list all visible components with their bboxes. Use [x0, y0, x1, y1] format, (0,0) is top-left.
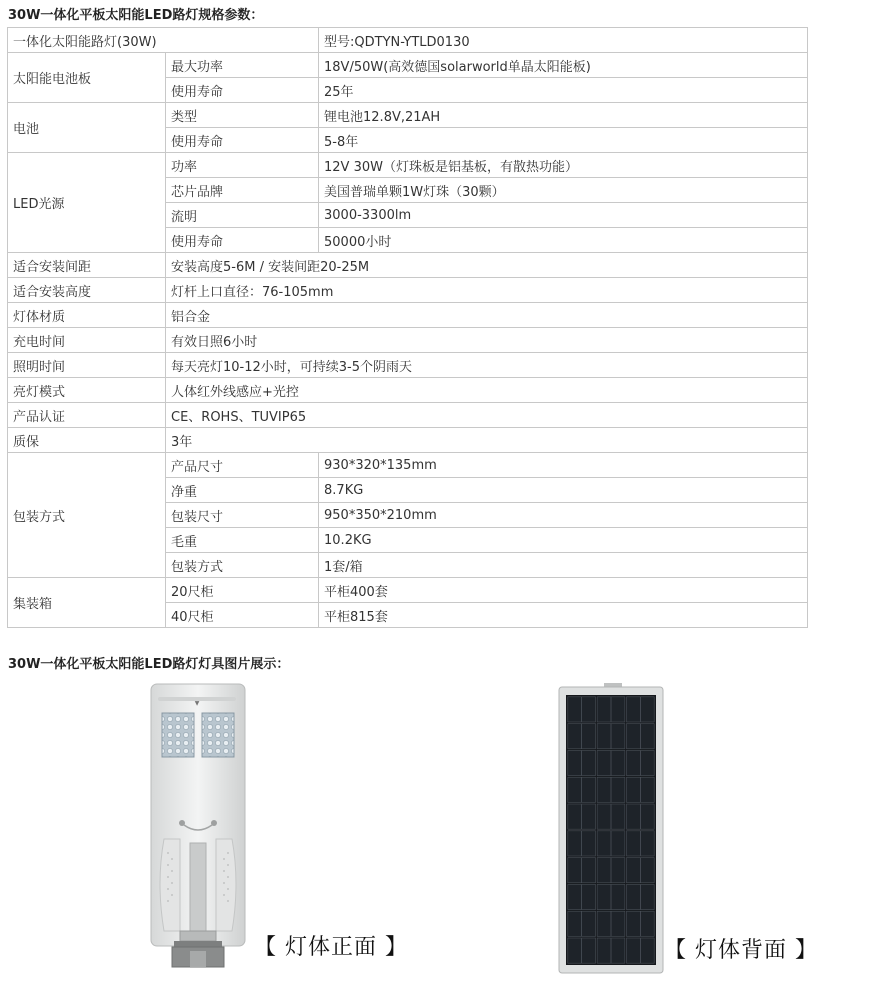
param-value-cell: 有效日照6小时	[166, 328, 808, 353]
param-value-cell: 安装高度5-6M / 安装间距20-25M	[166, 253, 808, 278]
param-name-cell: 亮灯模式	[8, 378, 166, 403]
param-name-cell: 芯片品牌	[166, 178, 319, 203]
param-name-cell: 最大功率	[166, 53, 319, 78]
table-row	[8, 428, 808, 453]
param-value-cell: 18V/50W(高效德国solarworld单晶太阳能板)	[319, 53, 808, 78]
param-value-cell: 10.2KG	[319, 528, 808, 553]
product-name-cell: 一体化太阳能路灯(30W)	[8, 28, 319, 53]
table-row	[8, 53, 808, 78]
param-value-cell: 1套/箱	[319, 553, 808, 578]
param-name-cell: 包装尺寸	[166, 503, 319, 528]
param-value-cell: 25年	[319, 78, 808, 103]
param-name-cell: 灯体材质	[8, 303, 166, 328]
param-value-cell: 铝合金	[166, 303, 808, 328]
param-value-cell: 3000-3300lm	[319, 203, 808, 228]
table-row	[8, 578, 808, 603]
table-row	[8, 303, 808, 328]
param-name-cell: 功率	[166, 153, 319, 178]
param-value-cell: 灯杆上口直径：76-105mm	[166, 278, 808, 303]
param-name-cell: 充电时间	[8, 328, 166, 353]
gallery-heading: 30W一体化平板太阳能LED路灯灯具图片展示：	[8, 657, 290, 672]
param-value-cell: 12V 30W（灯珠板是铝基板，有散热功能）	[319, 153, 808, 178]
param-value-cell: 人体红外线感应+光控	[166, 378, 808, 403]
svg-text:▼: ▼	[194, 700, 200, 707]
table-row	[8, 28, 808, 53]
group-label-cell: 集装箱	[8, 578, 166, 628]
param-value-cell: 平柜815套	[319, 603, 808, 628]
param-value-cell: 每天亮灯10-12小时，可持续3-5个阴雨天	[166, 353, 808, 378]
param-name-cell: 净重	[166, 478, 319, 503]
param-name-cell: 流明	[166, 203, 319, 228]
spec-table	[7, 27, 808, 628]
table-row	[8, 103, 808, 128]
param-name-cell: 包装方式	[166, 553, 319, 578]
group-label-cell: LED光源	[8, 153, 166, 253]
param-name-cell: 使用寿命	[166, 228, 319, 253]
param-value-cell: 950*350*210mm	[319, 503, 808, 528]
param-name-cell: 40尺柜	[166, 603, 319, 628]
param-name-cell: 毛重	[166, 528, 319, 553]
param-value-cell: 5-8年	[319, 128, 808, 153]
param-name-cell: 适合安装高度	[8, 278, 166, 303]
table-row	[8, 453, 808, 478]
table-row	[8, 253, 808, 278]
group-label-cell: 包装方式	[8, 453, 166, 578]
param-value-cell: 锂电池12.8V,21AH	[319, 103, 808, 128]
table-row	[8, 403, 808, 428]
param-value-cell: 930*320*135mm	[319, 453, 808, 478]
table-row	[8, 278, 808, 303]
group-label-cell: 太阳能电池板	[8, 53, 166, 103]
model-cell: 型号:QDTYN-YTLD0130	[319, 28, 808, 53]
param-name-cell: 使用寿命	[166, 128, 319, 153]
spec-heading: 30W一体化平板太阳能LED路灯规格参数：	[8, 8, 264, 23]
param-name-cell: 产品尺寸	[166, 453, 319, 478]
table-row	[8, 353, 808, 378]
front-caption: 【 灯体正面 】	[254, 935, 408, 960]
lamp-front-image	[150, 683, 250, 973]
param-value-cell: 平柜400套	[319, 578, 808, 603]
table-row	[8, 153, 808, 178]
param-value-cell: 美国普瑞单颗1W灯珠（30颗）	[319, 178, 808, 203]
group-label-cell: 电池	[8, 103, 166, 153]
table-row	[8, 378, 808, 403]
param-value-cell: 50000小时	[319, 228, 808, 253]
param-name-cell: 20尺柜	[166, 578, 319, 603]
param-name-cell: 质保	[8, 428, 166, 453]
table-row	[8, 328, 808, 353]
param-value-cell: CE、ROHS、TUVIP65	[166, 403, 808, 428]
param-name-cell: 类型	[166, 103, 319, 128]
param-name-cell: 照明时间	[8, 353, 166, 378]
param-name-cell: 适合安装间距	[8, 253, 166, 278]
param-value-cell: 8.7KG	[319, 478, 808, 503]
lamp-back-image	[558, 683, 664, 975]
param-name-cell: 产品认证	[8, 403, 166, 428]
back-caption: 【 灯体背面 】	[664, 938, 818, 963]
param-value-cell: 3年	[166, 428, 808, 453]
param-name-cell: 使用寿命	[166, 78, 319, 103]
